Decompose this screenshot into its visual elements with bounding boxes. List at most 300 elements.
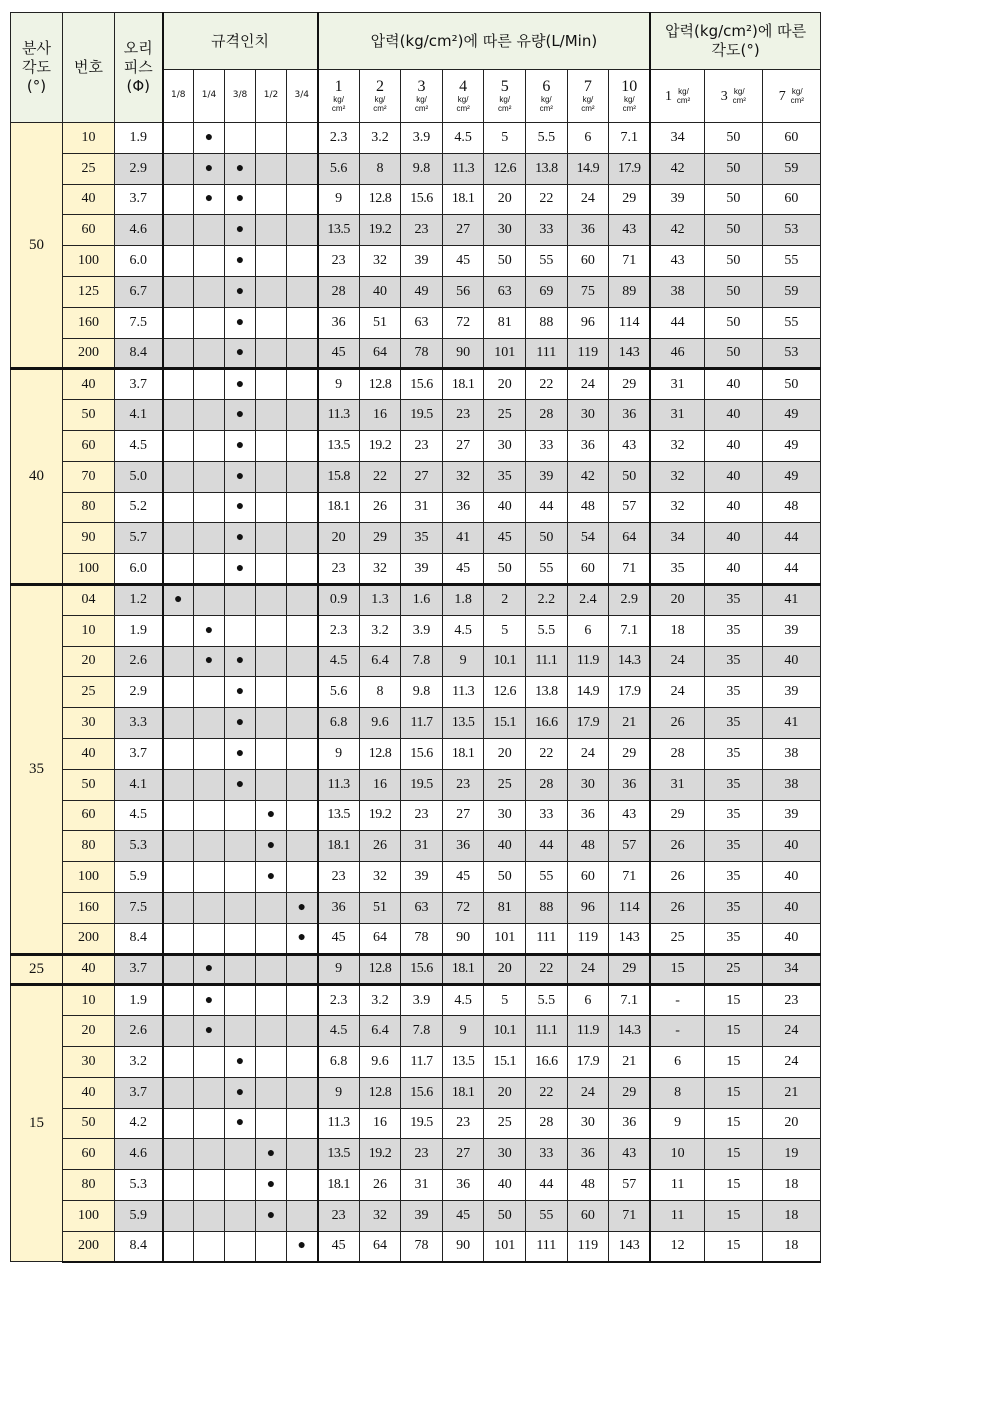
nozzle-number-cell: 80 <box>63 492 115 523</box>
flow-rate-cell: 40 <box>484 492 526 523</box>
flow-rate-cell: 63 <box>484 276 526 307</box>
flow-rate-cell: 33 <box>526 800 568 831</box>
inch-size-cell <box>287 338 318 369</box>
spray-angle-value-cell: 40 <box>704 523 762 554</box>
flow-pressure-value: 7 <box>583 78 592 95</box>
spray-angle-value-cell: 50 <box>704 215 762 246</box>
flow-rate-cell: 6.8 <box>318 1046 360 1077</box>
flow-rate-cell: 40 <box>359 276 401 307</box>
flow-pressure-value: 1 <box>334 78 343 95</box>
inch-size-cell <box>194 523 225 554</box>
nozzle-number-cell: 60 <box>63 215 115 246</box>
flow-rate-cell: 29 <box>609 738 651 769</box>
flow-rate-cell: 14.9 <box>567 153 609 184</box>
flow-rate-cell: 71 <box>609 246 651 277</box>
inch-size-cell <box>256 584 287 615</box>
table-row <box>11 184 821 215</box>
flow-rate-cell: 23 <box>442 769 484 800</box>
flow-rate-cell: 5 <box>484 615 526 646</box>
table-row <box>11 1231 821 1262</box>
table-row <box>11 1108 821 1139</box>
flow-pressure-header <box>484 70 526 123</box>
flow-rate-cell: 48 <box>567 1170 609 1201</box>
flow-rate-cell: 36 <box>567 1139 609 1170</box>
nozzle-number-cell: 50 <box>63 769 115 800</box>
spray-angle-value-cell: 59 <box>762 153 820 184</box>
spray-angle-value-cell: 40 <box>704 492 762 523</box>
flow-rate-cell: 15.6 <box>401 738 443 769</box>
nozzle-number-cell: 100 <box>63 862 115 893</box>
inch-size-cell <box>287 492 318 523</box>
flow-rate-cell: 29 <box>609 954 651 985</box>
flow-rate-cell: 23 <box>401 215 443 246</box>
table-row <box>11 1139 821 1170</box>
flow-rate-cell: 19.5 <box>401 1108 443 1139</box>
inch-size-cell <box>194 708 225 739</box>
flow-rate-cell: 9 <box>318 954 360 985</box>
flow-rate-cell: 39 <box>401 554 443 585</box>
flow-rate-cell: 18.1 <box>442 369 484 400</box>
inch-size-cell <box>163 1016 194 1047</box>
flow-rate-cell: 6.8 <box>318 708 360 739</box>
flow-rate-cell: 24 <box>567 954 609 985</box>
inch-size-cell <box>194 584 225 615</box>
orifice-cell: 8.4 <box>115 338 163 369</box>
availability-dot: ● <box>204 191 214 207</box>
spray-angle-cell: 50 <box>11 123 63 369</box>
inch-size-cell <box>287 369 318 400</box>
flow-rate-cell: 143 <box>609 338 651 369</box>
inch-size-cell <box>225 954 256 985</box>
inch-size-cell <box>225 1077 256 1108</box>
spray-angle-value-cell: 53 <box>762 338 820 369</box>
inch-size-cell <box>194 1016 225 1047</box>
flow-rate-cell: 45 <box>442 554 484 585</box>
spray-angle-value-cell: 15 <box>704 1231 762 1262</box>
inch-size-cell <box>225 1046 256 1077</box>
inch-group-header-text: 규격인치 <box>211 31 269 50</box>
flow-rate-cell: 25 <box>484 400 526 431</box>
inch-size-cell <box>287 646 318 677</box>
flow-rate-cell: 44 <box>526 492 568 523</box>
inch-size-cell <box>256 769 287 800</box>
orifice-cell: 4.6 <box>115 215 163 246</box>
inch-size-cell <box>287 769 318 800</box>
orifice-cell: 7.5 <box>115 307 163 338</box>
flow-rate-cell: 44 <box>526 1170 568 1201</box>
inch-size-cell <box>225 831 256 862</box>
flow-rate-cell: 88 <box>526 307 568 338</box>
availability-dot: ● <box>235 653 245 669</box>
inch-size-cell <box>194 246 225 277</box>
inch-size-cell <box>225 646 256 677</box>
inch-size-cell <box>287 184 318 215</box>
inch-size-cell <box>256 338 287 369</box>
flow-pressure-unit: kg/ cm² <box>331 95 346 113</box>
orifice-cell: 8.4 <box>115 1231 163 1262</box>
inch-size-cell <box>256 461 287 492</box>
flow-rate-cell: 18.1 <box>442 738 484 769</box>
availability-dot: ● <box>204 1023 214 1038</box>
table-row <box>11 954 821 985</box>
availability-dot: ● <box>235 715 245 731</box>
inch-size-cell <box>225 708 256 739</box>
spray-angle-value-cell: 49 <box>762 400 820 431</box>
spray-angle-value-cell: 29 <box>650 800 704 831</box>
flow-rate-cell: 17.9 <box>567 708 609 739</box>
inch-size-header: 3/8 <box>225 70 256 123</box>
flow-rate-cell: 3.9 <box>401 123 443 154</box>
nozzle-number-cell: 100 <box>63 1200 115 1231</box>
flow-rate-cell: 35 <box>484 461 526 492</box>
flow-rate-cell: 143 <box>609 923 651 954</box>
inch-size-cell <box>225 554 256 585</box>
inch-size-cell <box>163 769 194 800</box>
flow-rate-cell: 41 <box>442 523 484 554</box>
nozzle-number-cell: 50 <box>63 400 115 431</box>
flow-rate-cell: 13.5 <box>318 430 360 461</box>
table-row <box>11 461 821 492</box>
flow-rate-cell: 89 <box>609 276 651 307</box>
spray-angle-value-cell: 35 <box>704 738 762 769</box>
flow-rate-cell: 27 <box>442 800 484 831</box>
flow-rate-cell: 57 <box>609 492 651 523</box>
flow-rate-cell: 8 <box>359 677 401 708</box>
availability-dot: ● <box>174 592 183 608</box>
nozzle-number-cell: 80 <box>63 831 115 862</box>
availability-dot: ● <box>266 807 276 823</box>
inch-size-cell <box>163 708 194 739</box>
orifice-cell: 2.9 <box>115 153 163 184</box>
orifice-cell: 5.3 <box>115 1170 163 1201</box>
inch-size-header: 3/4 <box>287 70 318 123</box>
spray-angle-cell: 35 <box>11 584 63 954</box>
orifice-cell: 2.6 <box>115 1016 163 1047</box>
flow-rate-cell: 30 <box>484 800 526 831</box>
nozzle-number-cell: 70 <box>63 461 115 492</box>
spray-angle-value-cell: 10 <box>650 1139 704 1170</box>
flow-rate-cell: 20 <box>318 523 360 554</box>
inch-size-cell <box>194 338 225 369</box>
spray-angle-value-cell: 40 <box>704 461 762 492</box>
orifice-cell: 1.9 <box>115 985 163 1016</box>
availability-dot: ● <box>204 622 214 638</box>
flow-rate-cell: 36 <box>318 892 360 923</box>
spray-angle-value-cell: 40 <box>762 646 820 677</box>
inch-size-cell <box>287 1170 318 1201</box>
availability-dot: ● <box>235 1053 245 1069</box>
flow-rate-cell: 17.9 <box>567 1046 609 1077</box>
spray-pressure-header <box>762 70 820 123</box>
flow-rate-cell: 6 <box>567 615 609 646</box>
inch-size-cell <box>256 1231 287 1262</box>
flow-rate-cell: 50 <box>609 461 651 492</box>
inch-size-cell <box>163 831 194 862</box>
nozzle-number-cell: 90 <box>63 523 115 554</box>
flow-rate-cell: 56 <box>442 276 484 307</box>
flow-rate-cell: 27 <box>401 461 443 492</box>
flow-pressure-unit: kg/ cm² <box>373 95 387 113</box>
flow-rate-cell: 33 <box>526 430 568 461</box>
flow-rate-cell: 24 <box>567 184 609 215</box>
nozzle-number-cell: 40 <box>63 1077 115 1108</box>
inch-size-cell <box>163 246 194 277</box>
inch-size-cell <box>194 646 225 677</box>
spray-angle-value-cell: 32 <box>650 492 704 523</box>
flow-rate-cell: 21 <box>609 708 651 739</box>
orifice-cell: 1.2 <box>115 584 163 615</box>
flow-rate-cell: 33 <box>526 215 568 246</box>
inch-size-cell <box>287 1231 318 1262</box>
flow-rate-cell: 48 <box>567 492 609 523</box>
spray-angle-cell: 15 <box>11 985 63 1262</box>
inch-size-cell <box>163 677 194 708</box>
flow-rate-cell: 43 <box>609 215 651 246</box>
flow-pressure-unit: kg/ cm² <box>414 95 429 113</box>
flow-rate-cell: 22 <box>526 184 568 215</box>
inch-size-cell <box>163 892 194 923</box>
spray-angle-value-cell: 35 <box>704 831 762 862</box>
inch-size-cell <box>287 276 318 307</box>
flow-pressure-value: 5 <box>500 78 509 95</box>
inch-size-cell <box>194 215 225 246</box>
inch-size-cell <box>163 1077 194 1108</box>
inch-size-cell <box>256 492 287 523</box>
flow-rate-cell: 4.5 <box>318 1016 360 1047</box>
nozzle-number-cell: 40 <box>63 369 115 400</box>
flow-rate-cell: 26 <box>359 1170 401 1201</box>
flow-rate-cell: 88 <box>526 892 568 923</box>
availability-dot: ● <box>297 1238 306 1254</box>
inch-size-cell <box>194 184 225 215</box>
inch-size-cell <box>225 400 256 431</box>
flow-rate-cell: 29 <box>609 184 651 215</box>
spray-angle-value-cell: - <box>650 1016 704 1047</box>
inch-size-cell <box>225 184 256 215</box>
inch-size-cell <box>287 800 318 831</box>
flow-rate-cell: 27 <box>442 1139 484 1170</box>
orifice-cell: 6.0 <box>115 554 163 585</box>
spray-angle-value-cell: 44 <box>762 523 820 554</box>
flow-rate-cell: 63 <box>401 307 443 338</box>
flow-rate-cell: 64 <box>359 923 401 954</box>
flow-rate-cell: 12.8 <box>359 184 401 215</box>
inch-size-cell <box>225 215 256 246</box>
availability-dot: ● <box>235 191 245 207</box>
spray-angle-value-cell: 35 <box>704 615 762 646</box>
inch-size-cell <box>225 1200 256 1231</box>
flow-rate-cell: 71 <box>609 1200 651 1231</box>
flow-rate-cell: 15.6 <box>401 369 443 400</box>
inch-size-cell <box>287 1200 318 1231</box>
spray-pressure-header <box>704 70 762 123</box>
flow-rate-cell: 75 <box>567 276 609 307</box>
flow-rate-cell: 10.1 <box>484 1016 526 1047</box>
inch-size-header: 1/4 <box>194 70 225 123</box>
flow-rate-cell: 64 <box>609 523 651 554</box>
orifice-cell: 5.9 <box>115 862 163 893</box>
spray-angle-value-cell: 15 <box>704 1016 762 1047</box>
flow-rate-cell: 16.6 <box>526 708 568 739</box>
inch-size-cell <box>256 123 287 154</box>
flow-pressure-header <box>526 70 568 123</box>
flow-rate-cell: 19.5 <box>401 769 443 800</box>
flow-rate-cell: 11.3 <box>442 153 484 184</box>
flow-rate-cell: 2.3 <box>318 615 360 646</box>
flow-rate-cell: 96 <box>567 892 609 923</box>
flow-rate-cell: 20 <box>484 369 526 400</box>
nozzle-number-cell: 125 <box>63 276 115 307</box>
inch-size-cell <box>287 862 318 893</box>
inch-size-cell <box>163 430 194 461</box>
flow-rate-cell: 45 <box>318 1231 360 1262</box>
spray-angle-value-cell: 50 <box>704 184 762 215</box>
number-header <box>63 13 115 123</box>
flow-rate-cell: 119 <box>567 923 609 954</box>
inch-size-cell <box>287 831 318 862</box>
flow-rate-cell: 15.6 <box>401 184 443 215</box>
flow-pressure-header <box>567 70 609 123</box>
flow-rate-cell: 7.1 <box>609 985 651 1016</box>
inch-size-cell <box>287 954 318 985</box>
spray-angle-value-cell: 11 <box>650 1200 704 1231</box>
flow-rate-cell: 44 <box>526 831 568 862</box>
inch-size-cell <box>163 215 194 246</box>
flow-rate-cell: 45 <box>318 338 360 369</box>
flow-rate-cell: 3.2 <box>359 985 401 1016</box>
spray-angle-value-cell: 40 <box>704 554 762 585</box>
inch-size-cell <box>256 276 287 307</box>
flow-rate-cell: 45 <box>442 246 484 277</box>
flow-rate-cell: 11.3 <box>318 769 360 800</box>
flow-pressure-value: 4 <box>459 78 468 95</box>
spray-angle-value-cell: 40 <box>704 400 762 431</box>
inch-size-cell <box>225 862 256 893</box>
spray-angle-value-cell: 11 <box>650 1170 704 1201</box>
flow-rate-cell: 60 <box>567 862 609 893</box>
spray-angle-value-cell: 39 <box>762 800 820 831</box>
spray-angle-value-cell: 26 <box>650 831 704 862</box>
availability-dot: ● <box>235 776 245 792</box>
inch-size-cell <box>163 1200 194 1231</box>
inch-size-cell <box>287 1108 318 1139</box>
spray-angle-value-cell: 35 <box>704 800 762 831</box>
flow-rate-cell: 42 <box>567 461 609 492</box>
inch-size-cell <box>256 738 287 769</box>
inch-size-cell <box>225 369 256 400</box>
flow-rate-cell: 23 <box>318 554 360 585</box>
flow-rate-cell: 50 <box>484 554 526 585</box>
orifice-cell: 3.2 <box>115 1046 163 1077</box>
flow-rate-cell: 101 <box>484 1231 526 1262</box>
inch-size-cell <box>163 554 194 585</box>
spray-angle-value-cell: 53 <box>762 215 820 246</box>
inch-size-cell <box>225 892 256 923</box>
flow-rate-cell: 28 <box>526 769 568 800</box>
inch-size-cell <box>287 153 318 184</box>
flow-rate-cell: 16 <box>359 1108 401 1139</box>
nozzle-number-cell: 10 <box>63 615 115 646</box>
flow-rate-cell: 25 <box>484 769 526 800</box>
flow-rate-cell: 11.7 <box>401 1046 443 1077</box>
flow-rate-cell: 5.6 <box>318 153 360 184</box>
flow-rate-cell: 48 <box>567 831 609 862</box>
orifice-cell: 5.9 <box>115 1200 163 1231</box>
orifice-cell: 4.2 <box>115 1108 163 1139</box>
orifice-cell: 4.1 <box>115 769 163 800</box>
spray-angle-value-cell: 20 <box>650 584 704 615</box>
flow-rate-cell: 45 <box>442 1200 484 1231</box>
flow-rate-cell: 40 <box>484 1170 526 1201</box>
flow-rate-cell: 119 <box>567 338 609 369</box>
table-row <box>11 1170 821 1201</box>
flow-rate-cell: 36 <box>609 769 651 800</box>
spray-angle-value-cell: 25 <box>650 923 704 954</box>
spray-angle-value-cell: 39 <box>762 615 820 646</box>
spray-angle-value-cell: 25 <box>704 954 762 985</box>
inch-size-cell <box>256 1108 287 1139</box>
flow-pressure-unit: kg/ cm² <box>498 95 512 113</box>
inch-size-cell <box>256 1139 287 1170</box>
flow-rate-cell: 3.9 <box>401 985 443 1016</box>
flow-rate-cell: 32 <box>359 1200 401 1231</box>
spray-angle-value-cell: 12 <box>650 1231 704 1262</box>
spray-angle-value-cell: 40 <box>704 430 762 461</box>
flow-rate-cell: 18.1 <box>442 954 484 985</box>
flow-rate-cell: 54 <box>567 523 609 554</box>
inch-size-cell <box>225 123 256 154</box>
flow-rate-cell: 23 <box>318 246 360 277</box>
spray-angle-value-cell: 6 <box>650 1046 704 1077</box>
inch-size-cell <box>194 1200 225 1231</box>
nozzle-number-cell: 25 <box>63 677 115 708</box>
table-row <box>11 492 821 523</box>
inch-size-cell <box>163 1231 194 1262</box>
spray-angle-value-cell: 40 <box>762 923 820 954</box>
spray-angle-value-cell: 24 <box>762 1046 820 1077</box>
flow-rate-cell: 13.5 <box>318 800 360 831</box>
inch-size-cell <box>163 985 194 1016</box>
inch-size-cell <box>194 1170 225 1201</box>
inch-size-cell <box>225 985 256 1016</box>
flow-rate-cell: 23 <box>442 1108 484 1139</box>
flow-rate-cell: 29 <box>609 1077 651 1108</box>
flow-rate-cell: 9.8 <box>401 677 443 708</box>
inch-size-cell <box>287 400 318 431</box>
availability-dot: ● <box>297 930 306 946</box>
flow-rate-cell: 26 <box>359 492 401 523</box>
flow-rate-cell: 36 <box>442 1170 484 1201</box>
availability-dot: ● <box>204 992 214 1008</box>
flow-rate-cell: 12.6 <box>484 153 526 184</box>
inch-size-cell <box>163 923 194 954</box>
flow-rate-cell: 33 <box>526 1139 568 1170</box>
flow-pressure-unit: kg/ cm² <box>622 95 636 113</box>
inch-size-cell <box>256 1046 287 1077</box>
inch-size-cell <box>163 800 194 831</box>
flow-rate-cell: 57 <box>609 831 651 862</box>
nozzle-number-cell: 30 <box>63 708 115 739</box>
flow-rate-cell: 35 <box>401 523 443 554</box>
flow-rate-cell: 9 <box>318 184 360 215</box>
spray-angle-value-cell: 35 <box>704 769 762 800</box>
table-row <box>11 862 821 893</box>
nozzle-number-cell: 25 <box>63 153 115 184</box>
flow-rate-cell: 36 <box>567 215 609 246</box>
inch-size-cell <box>256 184 287 215</box>
table-row <box>11 677 821 708</box>
spray-angle-value-cell: 38 <box>650 276 704 307</box>
